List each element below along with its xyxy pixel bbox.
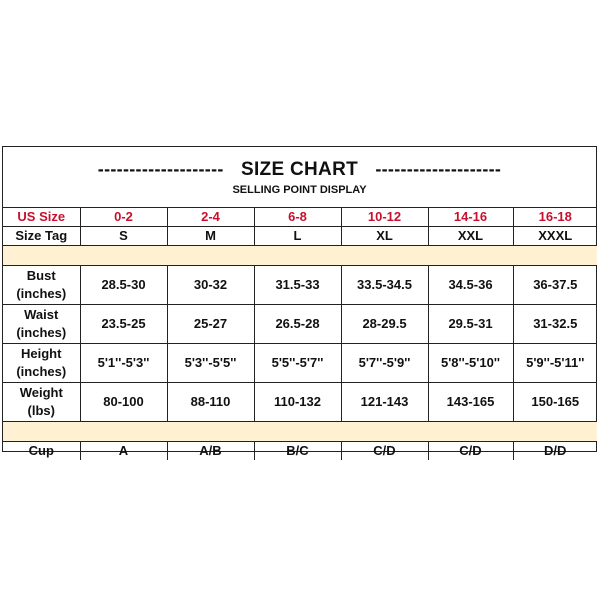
cup-cell: B/C (254, 442, 341, 461)
chart-header (3, 147, 596, 208)
bust-row (3, 266, 597, 305)
spacer-cell (3, 246, 597, 266)
us-size-row (3, 208, 597, 227)
size-tag-cell: M (167, 227, 254, 246)
us-size-cell: 0-2 (80, 208, 167, 227)
bust-label-line2: (inches) (16, 286, 67, 301)
spacer-band (3, 246, 597, 266)
size-tag-label: Size Tag (3, 227, 80, 246)
bust-cell: 31.5-33 (254, 266, 341, 305)
height-cell: 5'5''-5'7'' (254, 344, 341, 383)
weight-label-line2: (lbs) (27, 403, 55, 418)
size-tag-cell: L (254, 227, 341, 246)
size-tag-cell: XXXL (513, 227, 597, 246)
height-label-line2: (inches) (16, 364, 67, 379)
weight-cell: 88-110 (167, 383, 254, 422)
us-size-cell: 16-18 (513, 208, 597, 227)
size-table (3, 208, 597, 460)
us-size-cell: 10-12 (341, 208, 428, 227)
waist-label-line1: Waist (24, 307, 59, 322)
cup-row (3, 442, 597, 461)
bust-label-line1: Bust (26, 268, 56, 283)
bust-label (3, 266, 80, 305)
height-label-line1: Height (21, 346, 62, 361)
waist-cell: 28-29.5 (341, 305, 428, 344)
title-text: SIZE CHART (241, 159, 358, 180)
cup-cell: A/B (167, 442, 254, 461)
cup-cell: C/D (428, 442, 513, 461)
weight-cell: 150-165 (513, 383, 597, 422)
height-cell: 5'3''-5'5'' (167, 344, 254, 383)
bust-cell: 30-32 (167, 266, 254, 305)
size-tag-cell: S (80, 227, 167, 246)
chart-title (3, 159, 596, 181)
weight-label (3, 383, 80, 422)
waist-cell: 25-27 (167, 305, 254, 344)
cup-label: Cup (3, 442, 80, 461)
height-cell: 5'7''-5'9'' (341, 344, 428, 383)
weight-cell: 80-100 (80, 383, 167, 422)
waist-cell: 31-32.5 (513, 305, 597, 344)
weight-cell: 110-132 (254, 383, 341, 422)
us-size-cell: 14-16 (428, 208, 513, 227)
title-dashes-right: -------------------- (375, 159, 502, 179)
chart-subtitle: SELLING POINT DISPLAY (232, 184, 367, 196)
height-cell: 5'8''-5'10'' (428, 344, 513, 383)
waist-cell: 29.5-31 (428, 305, 513, 344)
cup-cell: D/D (513, 442, 597, 461)
waist-label (3, 305, 80, 344)
spacer-cell (3, 422, 597, 442)
size-tag-cell: XL (341, 227, 428, 246)
height-label (3, 344, 80, 383)
bust-cell: 34.5-36 (428, 266, 513, 305)
size-tag-row (3, 227, 597, 246)
height-cell: 5'9''-5'11'' (513, 344, 597, 383)
height-cell: 5'1''-5'3'' (80, 344, 167, 383)
waist-cell: 26.5-28 (254, 305, 341, 344)
bust-cell: 36-37.5 (513, 266, 597, 305)
title-dashes-left: -------------------- (97, 159, 224, 179)
size-tag-cell: XXL (428, 227, 513, 246)
cup-cell: C/D (341, 442, 428, 461)
cup-cell: A (80, 442, 167, 461)
bust-cell: 28.5-30 (80, 266, 167, 305)
weight-label-line1: Weight (19, 385, 63, 400)
bust-cell: 33.5-34.5 (341, 266, 428, 305)
weight-row (3, 383, 597, 422)
weight-cell: 143-165 (428, 383, 513, 422)
height-row (3, 344, 597, 383)
size-chart (2, 146, 597, 458)
us-size-cell: 6-8 (254, 208, 341, 227)
waist-label-line2: (inches) (16, 325, 67, 340)
spacer-band (3, 422, 597, 442)
us-size-label: US Size (3, 208, 80, 227)
us-size-cell: 2-4 (167, 208, 254, 227)
waist-row (3, 305, 597, 344)
weight-cell: 121-143 (341, 383, 428, 422)
waist-cell: 23.5-25 (80, 305, 167, 344)
